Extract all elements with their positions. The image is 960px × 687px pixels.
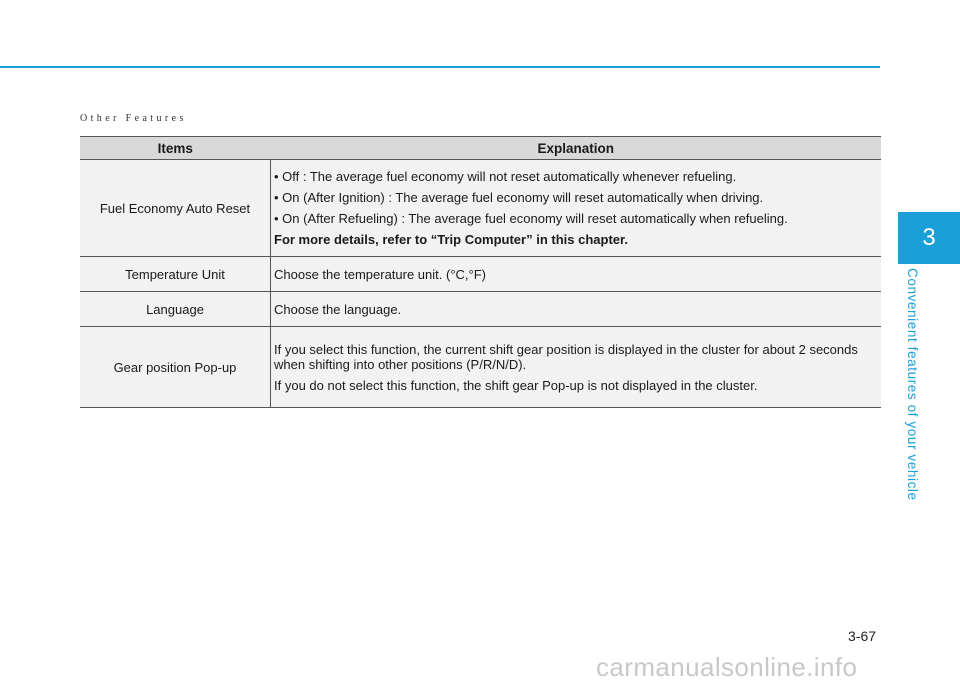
item-fuel-economy-auto-reset: Fuel Economy Auto Reset xyxy=(80,160,271,257)
header-items: Items xyxy=(80,137,271,160)
top-rule xyxy=(0,66,880,68)
table-row xyxy=(80,327,881,408)
explanation-line: If you do not select this function, the shift gear Pop-up is not displayed in the cluster. xyxy=(274,377,758,393)
page-number: 3-67 xyxy=(848,628,877,644)
explanation-fuel-economy xyxy=(271,160,882,257)
table-row xyxy=(80,257,881,292)
explanation-line: • On (After Refueling) : The average fuel economy will reset automatically when refueling. xyxy=(274,211,788,226)
item-gear-position-popup: Gear position Pop-up xyxy=(80,327,271,408)
explanation-note: For more details, refer to “Trip Computer” in this chapter. xyxy=(274,232,628,247)
explanation-gear-position-popup xyxy=(271,327,882,408)
features-table xyxy=(80,136,881,408)
item-language: Language xyxy=(80,292,271,327)
header-explanation: Explanation xyxy=(271,137,882,160)
explanation-line: • Off : The average fuel economy will not reset automatically whenever refueling. xyxy=(274,169,737,184)
chapter-tab: 3 xyxy=(898,212,960,264)
table-row xyxy=(80,292,881,327)
explanation-temperature-unit: Choose the temperature unit. (°C,°F) xyxy=(271,257,882,292)
section-label: Other Features xyxy=(80,113,187,124)
table-header-row xyxy=(80,137,881,160)
explanation-language: Choose the language. xyxy=(271,292,882,327)
explanation-line: • On (After Ignition) : The average fuel economy will reset automatically when driving. xyxy=(274,190,764,205)
item-temperature-unit: Temperature Unit xyxy=(80,257,271,292)
explanation-line: If you select this function, the current shift gear position is displayed in the cluster for about 2 seconds when shifting into other positions (P/R/N/D). xyxy=(274,341,858,372)
chapter-title: Convenient features of your vehicle xyxy=(905,268,920,501)
watermark: carmanualsonline.info xyxy=(596,652,858,682)
table-row xyxy=(80,160,881,257)
